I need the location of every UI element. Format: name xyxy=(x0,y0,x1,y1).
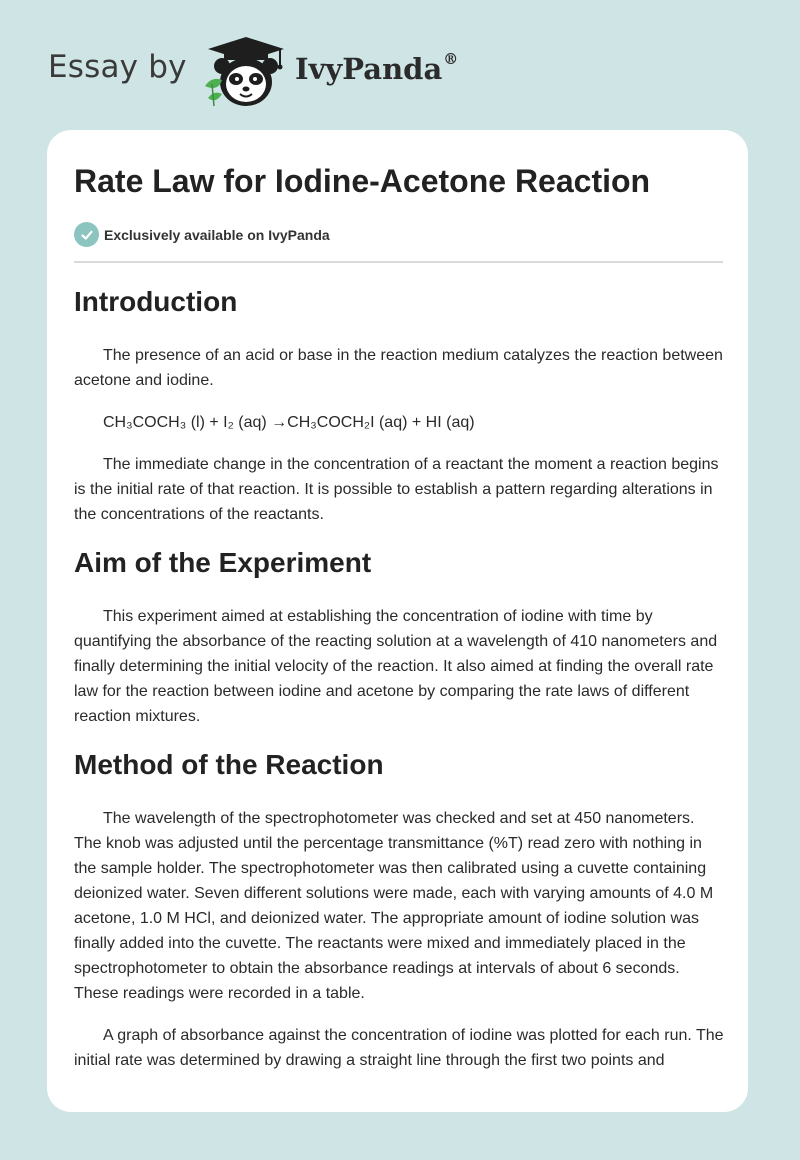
essay-by-label: Essay by xyxy=(48,49,187,85)
section-heading: Introduction xyxy=(74,286,238,317)
article-card xyxy=(47,130,748,1112)
paragraph: The presence of an acid or base in the reaction medium catalyzes the reaction between acetone and iodine. xyxy=(74,347,723,389)
paragraph: A graph of absorbance against the concentration of iodine was plotted for each run. The initial rate was determined by drawing a straight line through the first two points and xyxy=(74,1027,724,1069)
paragraph: The wavelength of the spectrophotometer was checked and set at 450 nanometers. The knob was adjusted until the percentage transmittance (%T) read zero with nothing in the sample holder. The spectrophotometer was then calibrated using a cuvette containing deionized water. Seven different solutions were made, each with varying amounts of 4.0 M acetone, 1.0 M HCl, and deionized water. The appropriate amount of iodine solution was finally added into the cuvette. The reactants were mixed and immediately placed in the spectrophotometer to obtain the absorbance readings at intervals of about 6 seconds. These readings were recorded in a table. xyxy=(74,810,714,1002)
section-heading: Aim of the Experiment xyxy=(74,547,372,578)
exclusive-badge xyxy=(74,222,330,247)
paragraph: This experiment aimed at establishing the concentration of iodine with time by quantifying the absorbance of the reacting solution at a wavelength of 410 nanometers and finally determining the initial velocity of the reaction. It also aimed at finding the overall rate law for the reaction between iodine and acetone by comparing the rate laws of different reaction mixtures. xyxy=(74,608,718,725)
article-body xyxy=(74,280,724,1073)
divider xyxy=(74,261,723,263)
article-title: Rate Law for Iodine-Acetone Reaction xyxy=(74,163,651,199)
site-header xyxy=(0,0,800,130)
panda-logo-icon[interactable] xyxy=(200,36,292,110)
paragraph: The immediate change in the concentration of a reactant the moment a reaction begins is the initial rate of that reaction. It is possible to establish a pattern regarding alterations in the concentrations of the reactants. xyxy=(74,456,719,523)
chemical-equation: CH₃COCH₃ (l) + I₂ (aq) →CH₃COCH₂I (aq) + HI (aq) xyxy=(103,414,475,431)
section-heading: Method of the Reaction xyxy=(74,749,384,780)
brand-name[interactable]: IvyPanda® xyxy=(295,50,459,86)
badge-text: Exclusively available on IvyPanda xyxy=(104,226,330,243)
checkmark-icon xyxy=(74,222,99,247)
